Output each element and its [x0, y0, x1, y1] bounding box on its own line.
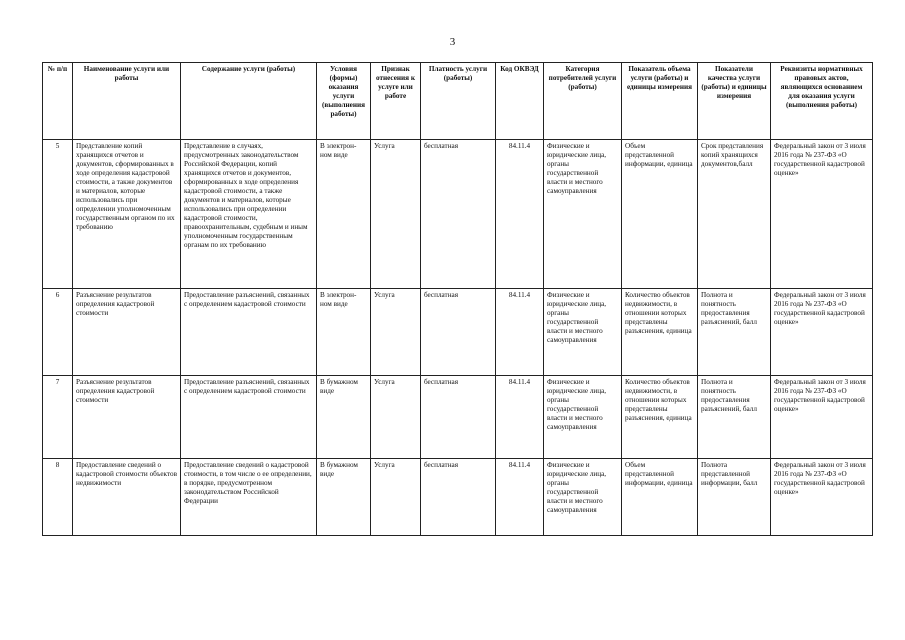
- header-volume-indicator: Показатель объема услуги (работы) и единицы измерения: [622, 63, 698, 140]
- cell-service-name: Разъяснение результатов определения кадастровой стоимости: [73, 376, 181, 459]
- cell-legal-acts: Федеральный закон от 3 июля 2016 года № 237-ФЗ «О государственной кадастровой оценке»: [771, 376, 873, 459]
- cell-consumer-category: Физические и юридические лица, органы государственной власти и местного самоуправления: [544, 289, 622, 376]
- header-service-name: Наименование услуги или работы: [73, 63, 181, 140]
- cell-quality-indicators: Срок представления копий хранящихся документов,балл: [698, 140, 771, 289]
- cell-payment: бесплатная: [421, 289, 496, 376]
- cell-service-content: Предоставление разъяснений, связанных с определением кадастровой стоимости: [181, 376, 317, 459]
- table-row: [43, 376, 873, 459]
- cell-service-name: Представление копий хранящихся отчетов и документов, сформированных в ходе определения кадастровой стоимости, а также документов и материалов, которые использовались при определении уполномоченным государственным органом по их требованию: [73, 140, 181, 289]
- cell-okved-code: 84.11.4: [496, 459, 544, 536]
- header-legal-acts: Реквизиты нормативных правовых актов, являющихся основанием для оказания услуги (выполнения работы): [771, 63, 873, 140]
- cell-service-name: Предоставление сведений о кадастровой стоимости объектов недвижимости: [73, 459, 181, 536]
- header-consumer-category: Категория потребителей услуги (работы): [544, 63, 622, 140]
- cell-quality-indicators: Полнота представленной информации, балл: [698, 459, 771, 536]
- cell-payment: бесплатная: [421, 140, 496, 289]
- cell-volume-indicator: Количество объектов недвижимости, в отношении которых представлены разъяснения, единица: [622, 376, 698, 459]
- cell-payment: бесплатная: [421, 376, 496, 459]
- cell-number: 5: [43, 140, 73, 289]
- cell-payment: бесплатная: [421, 459, 496, 536]
- cell-service-content: Представление в случаях, предусмотренных законодательством Российской Федерации, копий хранящихся отчетов и документов, сформированных в ходе определения кадастровой стоимости, а также документов и материалов, которые использовались при определении кадастровой стоимости, правоохранительным, судебным и иным уполномоченным государственным органам по их требованию: [181, 140, 317, 289]
- cell-consumer-category: Физические и юридические лица, органы государственной власти и местного самоуправления: [544, 459, 622, 536]
- cell-attribute: Услуга: [371, 459, 421, 536]
- cell-attribute: Услуга: [371, 289, 421, 376]
- table-header-row: [43, 63, 873, 140]
- cell-okved-code: 84.11.4: [496, 140, 544, 289]
- cell-attribute: Услуга: [371, 140, 421, 289]
- cell-conditions: В электрон-ном виде: [317, 289, 371, 376]
- cell-consumer-category: Физические и юридические лица, органы государственной власти и местного самоуправления: [544, 140, 622, 289]
- cell-volume-indicator: Количество объектов недвижимости, в отношении которых представлены разъяснения, единица: [622, 289, 698, 376]
- header-quality-indicators: Показатели качества услуги (работы) и единицы измерения: [698, 63, 771, 140]
- table-row: [43, 140, 873, 289]
- cell-legal-acts: Федеральный закон от 3 июля 2016 года № 237-ФЗ «О государственной кадастровой оценке»: [771, 289, 873, 376]
- cell-service-name: Разъяснение результатов определения кадастровой стоимости: [73, 289, 181, 376]
- header-attribute: Признак отнесения к услуге или работе: [371, 63, 421, 140]
- cell-number: 7: [43, 376, 73, 459]
- cell-quality-indicators: Полнота и понятность предоставления разъяснений, балл: [698, 376, 771, 459]
- services-table: [42, 62, 873, 536]
- cell-volume-indicator: Объем представленной информации, единица: [622, 140, 698, 289]
- page-number: 3: [449, 36, 456, 48]
- cell-legal-acts: Федеральный закон от 3 июля 2016 года № 237-ФЗ «О государственной кадастровой оценке»: [771, 459, 873, 536]
- cell-service-content: Предоставление разъяснений, связанных с определением кадастровой стоимости: [181, 289, 317, 376]
- cell-service-content: Предоставление сведений о кадастровой стоимости, в том числе о ее определении, в порядке, предусмотренном законодательством Российской Федерации: [181, 459, 317, 536]
- header-payment: Платность услуги (работы): [421, 63, 496, 140]
- header-okved-code: Код ОКВЭД: [496, 63, 544, 140]
- header-number: № п/п: [43, 63, 73, 140]
- cell-quality-indicators: Полнота и понятность предоставления разъяснений, балл: [698, 289, 771, 376]
- cell-conditions: В электрон-ном виде: [317, 140, 371, 289]
- cell-legal-acts: Федеральный закон от 3 июля 2016 года № 237-ФЗ «О государственной кадастровой оценке»: [771, 140, 873, 289]
- cell-okved-code: 84.11.4: [496, 289, 544, 376]
- header-conditions: Условия (формы) оказания услуги (выполнения работы): [317, 63, 371, 140]
- header-service-content: Содержание услуги (работы): [181, 63, 317, 140]
- table-row: [43, 289, 873, 376]
- table-row: [43, 459, 873, 536]
- cell-conditions: В бумажном виде: [317, 459, 371, 536]
- cell-volume-indicator: Объем представленной информации, единица: [622, 459, 698, 536]
- cell-number: 8: [43, 459, 73, 536]
- cell-consumer-category: Физические и юридические лица, органы государственной власти и местного самоуправления: [544, 376, 622, 459]
- cell-number: 6: [43, 289, 73, 376]
- cell-conditions: В бумажном виде: [317, 376, 371, 459]
- cell-attribute: Услуга: [371, 376, 421, 459]
- cell-okved-code: 84.11.4: [496, 376, 544, 459]
